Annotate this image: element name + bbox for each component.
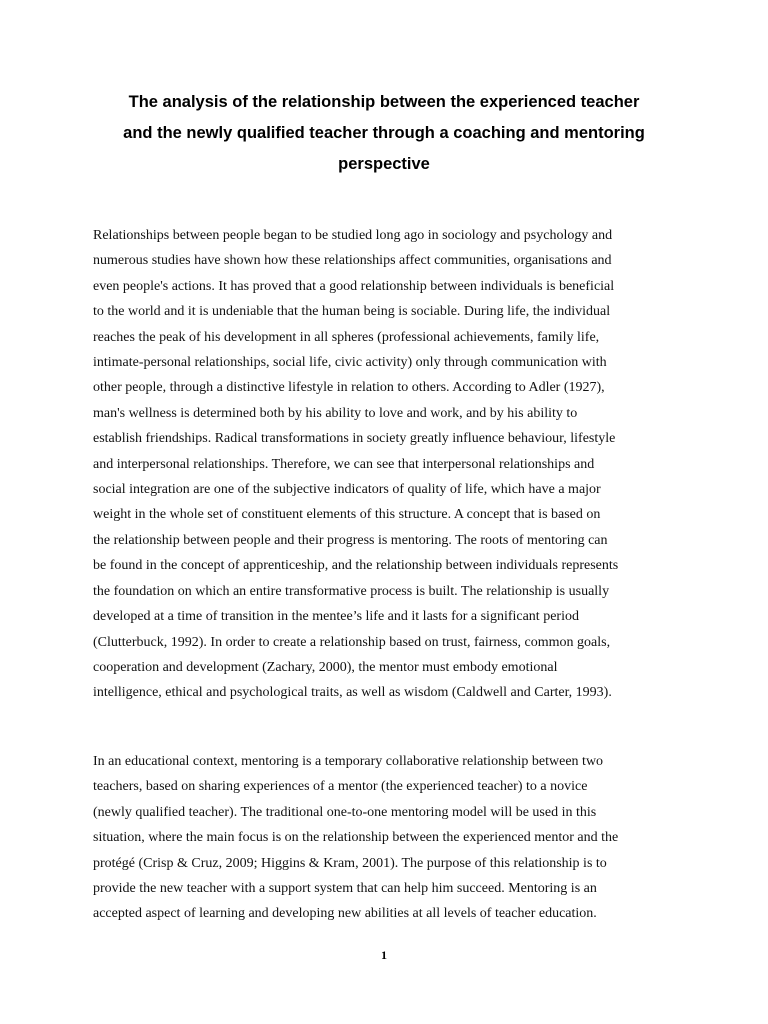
text-line: be found in the concept of apprenticeship, and the relationship between individuals represents: [93, 558, 619, 574]
text-line: other people, through a distinctive lifestyle in relation to others. According to Adler (1927),: [93, 380, 605, 396]
body-paragraph-1: [93, 223, 688, 706]
text-line: even people's actions. It has proved that a good relationship between individuals is beneficial: [93, 278, 615, 294]
body-paragraph-2: [93, 749, 688, 927]
page-number: 1: [381, 948, 387, 962]
text-line: social integration are one of the subjective indicators of quality of life, which have a major: [93, 482, 601, 498]
text-line: weight in the whole set of constituent elements of this structure. A concept that is based on: [93, 507, 601, 523]
text-line: Relationships between people began to be studied long ago in sociology and psychology and: [93, 228, 613, 243]
text-line: reaches the peak of his development in all spheres (professional achievements, family life,: [93, 329, 600, 345]
text-line: to the world and it is undeniable that the human being is sociable. During life, the individual: [93, 304, 611, 320]
text-line: (newly qualified teacher). The traditional one-to-one mentoring model will be used in this: [93, 804, 597, 820]
text-line: establish friendships. Radical transformations in society greatly influence behaviour, lifestyle: [93, 431, 616, 447]
text-line: developed at a time of transition in the mentee’s life and it lasts for a significant period: [93, 609, 579, 625]
text-line: cooperation and development (Zachary, 2000), the mentor must embody emotional: [93, 659, 558, 675]
text-line: the relationship between people and their progress is mentoring. The roots of mentoring can: [93, 532, 608, 548]
text-line: situation, where the main focus is on the relationship between the experienced mentor and the: [93, 830, 619, 846]
text-line: protégé (Crisp & Cruz, 2009; Higgins & Kram, 2001). The purpose of this relationship is to: [93, 855, 607, 871]
text-line: and interpersonal relationships. Therefore, we can see that interpersonal relationships and: [93, 456, 595, 472]
text-line: provide the new teacher with a support system that can help him succeed. Mentoring is an: [93, 881, 597, 897]
text-line: intimate-personal relationships, social life, civic activity) only through communication with: [93, 355, 607, 371]
document-title: [60, 87, 708, 180]
title-line: and the newly qualified teacher through a coaching and mentoring: [123, 124, 645, 142]
text-line: numerous studies have shown how these relationships affect communities, organisations and: [93, 253, 612, 269]
title-line: The analysis of the relationship between the experienced teacher: [128, 93, 640, 111]
text-line: In an educational context, mentoring is a temporary collaborative relationship between two: [93, 754, 604, 769]
text-line: intelligence, ethical and psychological traits, as well as wisdom (Caldwell and Carter, 1993).: [93, 685, 612, 701]
title-line: perspective: [338, 155, 430, 173]
text-line: man's wellness is determined both by his ability to love and work, and by his ability to: [93, 405, 578, 421]
text-line: (Clutterbuck, 1992). In order to create a relationship based on trust, fairness, common goals,: [93, 634, 611, 650]
text-line: teachers, based on sharing experiences of a mentor (the experienced teacher) to a novice: [93, 779, 588, 795]
text-line: the foundation on which an entire transformative process is built. The relationship is usually: [93, 583, 610, 599]
text-line: accepted aspect of learning and developing new abilities at all levels of teacher education.: [93, 906, 597, 922]
